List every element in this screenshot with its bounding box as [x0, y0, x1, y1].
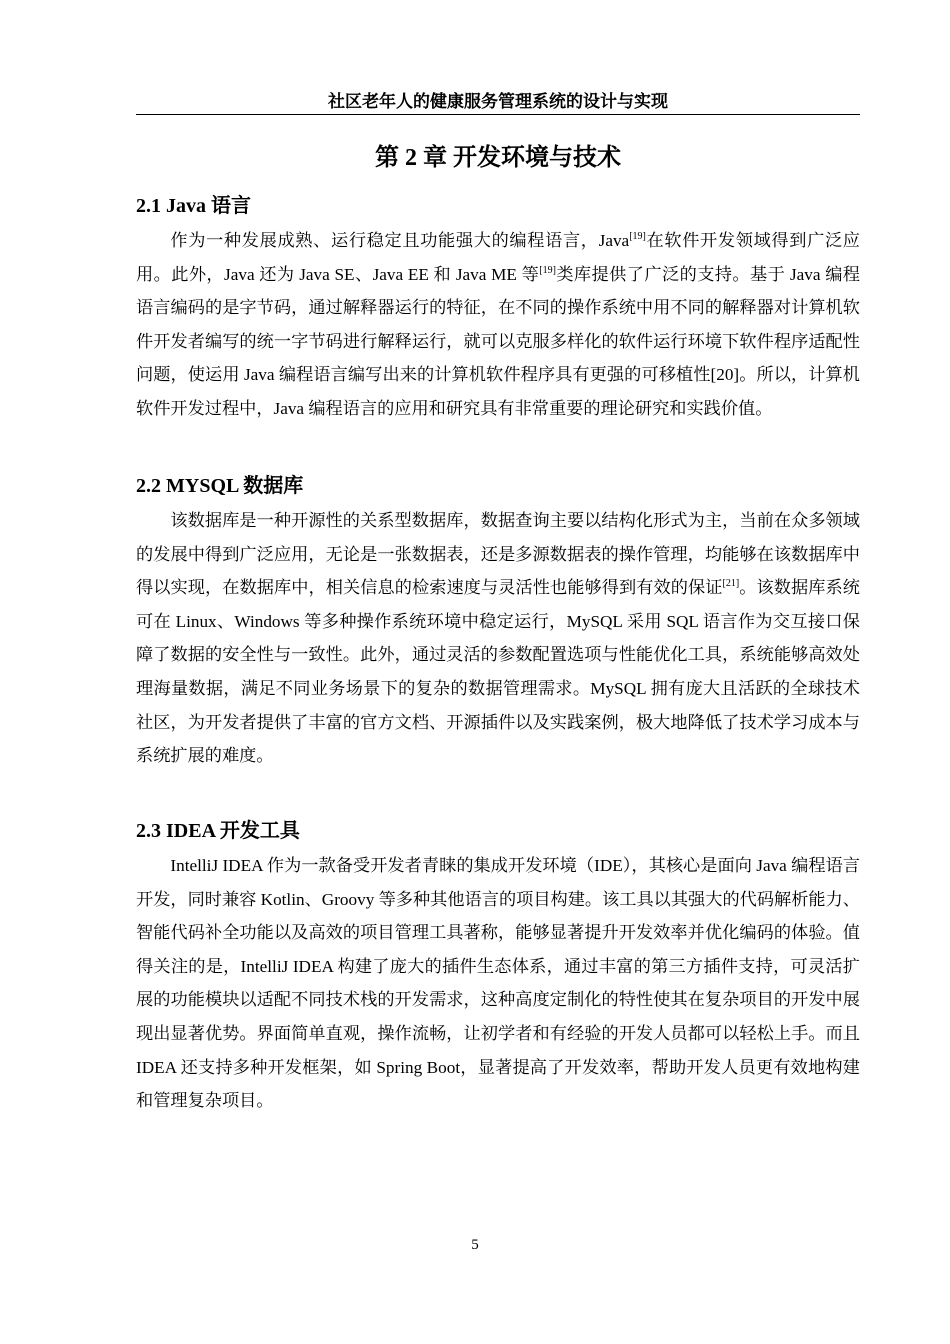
section-mysql	[136, 472, 860, 773]
section-heading: 2.1 Java 语言	[136, 195, 251, 217]
section-heading: 2.3 IDEA 开发工具	[136, 820, 300, 842]
page-header	[136, 90, 860, 115]
running-title: 社区老年人的健康服务管理系统的设计与实现	[328, 92, 668, 111]
section-java	[136, 192, 860, 426]
page-number: 5	[471, 1237, 479, 1253]
citation: [21]	[722, 578, 740, 590]
paragraph: 该数据库是一种开源性的关系型数据库，数据查询主要以结构化形式为主，当前在众多领域的发展中得到广泛应用，无论是一张数据表，还是多源数据表的操作管理，均能够在该数据库中得以实现，在数据库中，相关信息的检索速度与灵活性也能够得到有效的保证[21]。该数据库系统可在 Linux、Windows 等多种操作系统环境中稳定运行，MySQL 采用 SQL 语言作为交互接口保障了数据的安全性与一致性。此外，通过灵活的参数配置选项与性能优化工具，系统能够高效处理海量数据，满足不同业务场景下的复杂的数据管理需求。MySQL 拥有庞大且活跃的全球技术社区，为开发者提供了丰富的官方文档、开源插件以及实践案例，极大地降低了技术学习成本与系统扩展的难度。	[136, 511, 860, 766]
paragraph: IntelliJ IDEA 作为一款备受开发者青睐的集成开发环境（IDE），其核心是面向 Java 编程语言开发，同时兼容 Kotlin、Groovy 等多种其他语言的项目构建。该工具以其强大的代码解析能力、智能代码补全功能以及高效的项目管理工具著称，能够显著提升开发效率并优化编码的体验。值得关注的是，IntelliJ IDEA 构建了庞大的插件生态体系，通过丰富的第三方插件支持，可灵活扩展的功能模块以适配不同技术栈的开发需求，这种高度定制化的特性使其在复杂项目的开发中展现出显著优势。界面简单直观，操作流畅，让初学者和有经验的开发人员都可以轻松上手。而且 IDEA 还支持多种开发框架，如 Spring Boot，显著提高了开发效率，帮助开发人员更有效地构建和管理复杂项目。	[136, 856, 860, 1111]
section-idea	[136, 817, 860, 1118]
section-heading: 2.2 MYSQL 数据库	[136, 475, 304, 497]
chapter-title: 第 2 章 开发环境与技术	[375, 145, 621, 171]
paragraph: 作为一种发展成熟、运行稳定且功能强大的编程语言，Java[19]在软件开发领域得到广泛应用。此外，Java 还为 Java SE、Java EE 和 Java ME 等[19]类库提供了广泛的支持。基于 Java 编程语言编码的是字节码，通过解释器运行的特征，在不同的操作系统中用不同的解释器对计算机软件开发者编写的统一字节码进行解释运行，就可以克服多样化的软件运行环境下软件程序适配性问题，使运用 Java 编程语言编写出来的计算机软件程序具有更强的可移植性[20]。所以，计算机软件开发过程中，Java 编程语言的应用和研究具有非常重要的理论研究和实践价值。	[136, 231, 860, 418]
citation: [19]	[539, 264, 556, 276]
citation: [19]	[629, 231, 646, 242]
